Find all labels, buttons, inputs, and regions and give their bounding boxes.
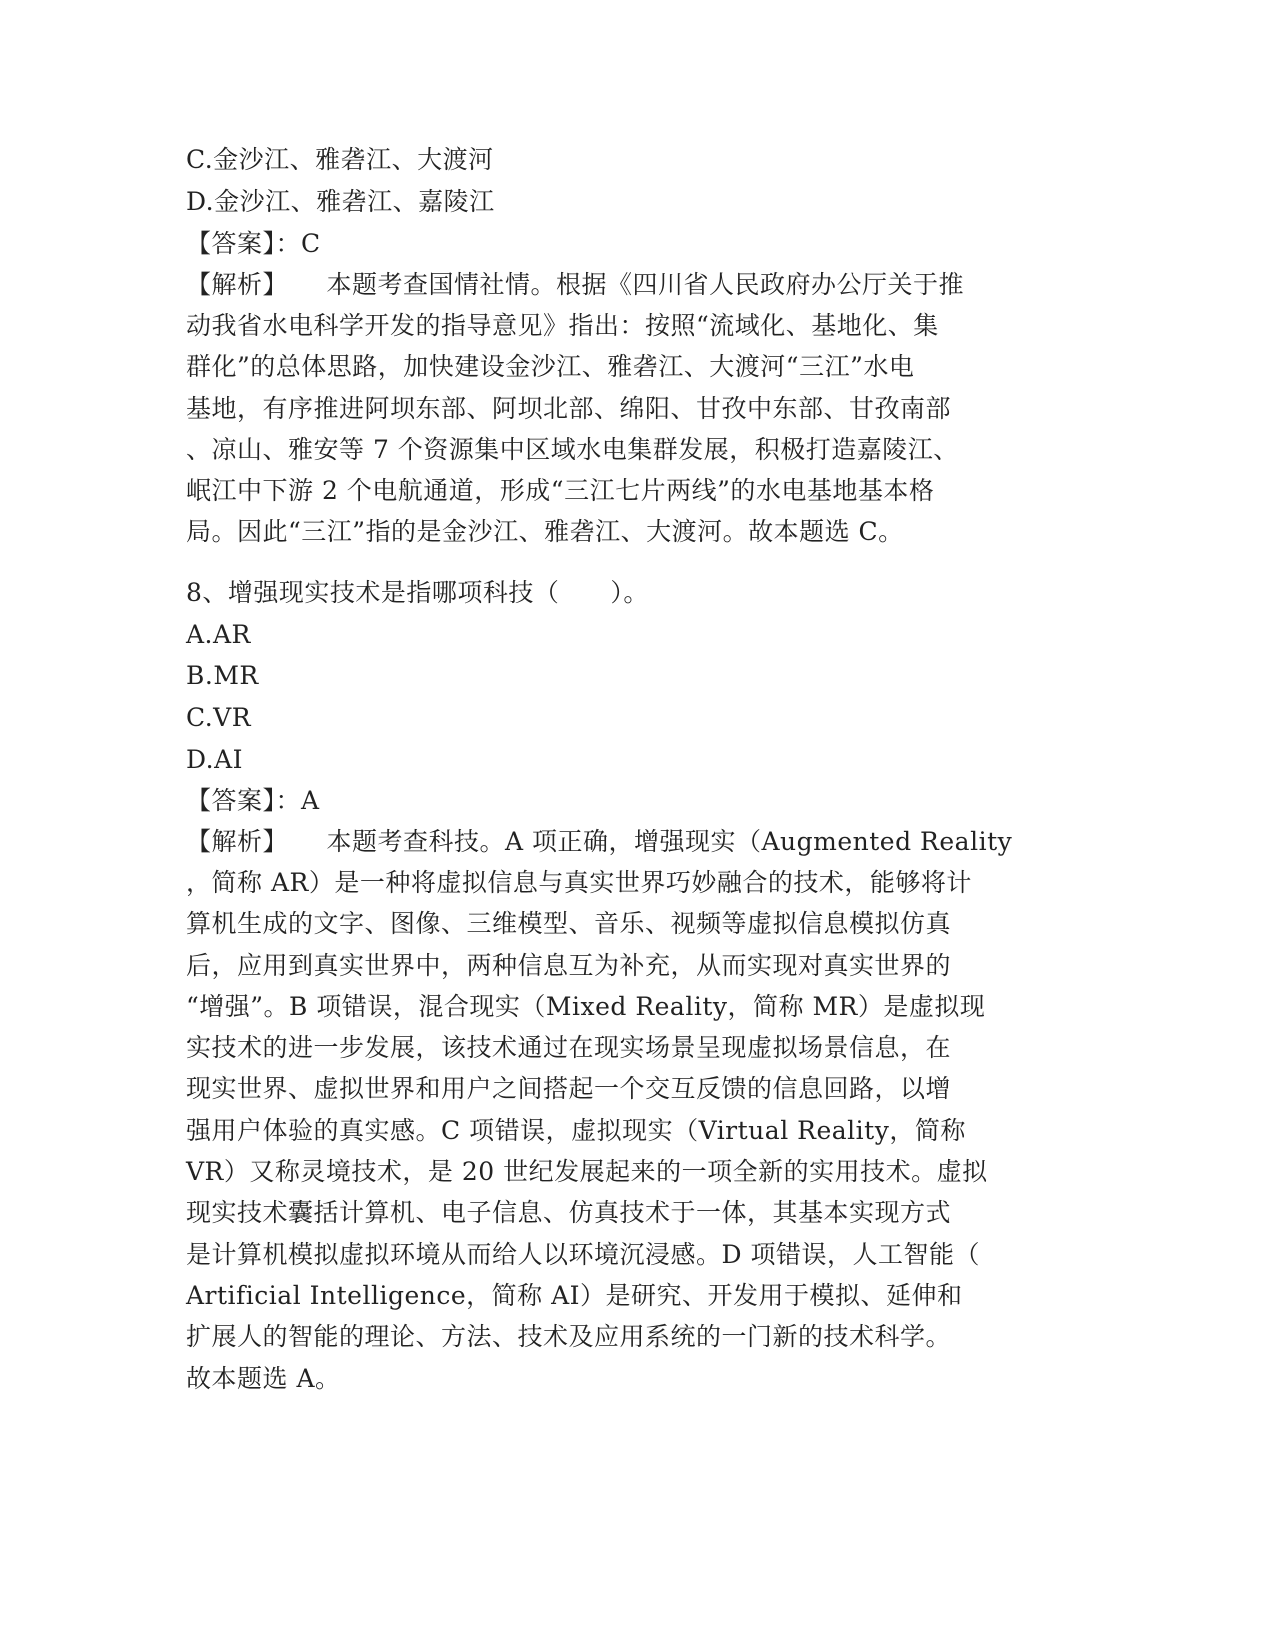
q8-analysis-line: VR）又称灵境技术，是 20 世纪发展起来的一项全新的实用技术。虚拟 [186,1157,988,1186]
q7-analysis-line: 动我省水电科学开发的指导意见》指出：按照“流域化、基地化、集 [186,311,939,340]
q7-answer: 【答案】：C [186,229,321,258]
q8-analysis-line: Artificial Intelligence，简称 AI）是研究、开发用于模拟、延伸和 [186,1281,963,1310]
q7-analysis-line: 【解析】 本题考查国情社情。根据《四川省人民政府办公厅关于推 [186,270,965,299]
q8-analysis-line: 实技术的进一步发展，该技术通过在现实场景呈现虚拟场景信息，在 [186,1033,952,1062]
q8-analysis-line: 【解析】 本题考查科技。A 项正确，增强现实（Augmented Reality [186,827,1013,856]
q8-option-c: C.VR [186,703,252,732]
q8-analysis-line: 现实技术囊括计算机、电子信息、仿真技术于一体，其基本实现方式 [186,1198,952,1227]
q8-analysis-line: ，简称 AR）是一种将虚拟信息与真实世界巧妙融合的技术，能够将计 [186,868,972,897]
q8-question: 8、增强现实技术是指哪项科技（ ）。 [186,578,649,607]
q8-answer: 【答案】：A [186,786,320,815]
q8-analysis-line: 算机生成的文字、图像、三维模型、音乐、视频等虚拟信息模拟仿真 [186,909,952,938]
q7-option-c: C.金沙江、雅砻江、大渡河 [186,145,494,174]
q8-option-b: B.MR [186,661,259,690]
q8-analysis-line: 后，应用到真实世界中，两种信息互为补充，从而实现对真实世界的 [186,951,952,980]
q8-analysis-line: 是计算机模拟虚拟环境从而给人以环境沉浸感。D 项错误，人工智能（ [186,1240,980,1269]
q7-analysis-line: 群化”的总体思路，加快建设金沙江、雅砻江、大渡河“三江”水电 [186,352,915,381]
q7-analysis-line: 岷江中下游 2 个电航通道，形成“三江七片两线”的水电基地基本格 [186,476,935,505]
q8-option-a: A.AR [186,620,251,649]
q8-analysis-line: 强用户体验的真实感。C 项错误，虚拟现实（Virtual Reality，简称 [186,1116,966,1145]
q8-analysis-line: 现实世界、虚拟世界和用户之间搭起一个交互反馈的信息回路，以增 [186,1074,952,1103]
q7-analysis-line: 、凉山、雅安等 7 个资源集中区域水电集群发展，积极打造嘉陵江、 [186,435,959,464]
q7-analysis-line: 局。因此“三江”指的是金沙江、雅砻江、大渡河。故本题选 C。 [186,517,904,546]
q8-analysis-line: 扩展人的智能的理论、方法、技术及应用系统的一门新的技术科学。 [186,1322,952,1351]
q8-analysis-line: 故本题选 A。 [186,1364,341,1393]
q8-option-d: D.AI [186,745,244,774]
q7-option-d: D.金沙江、雅砻江、嘉陵江 [186,187,495,216]
q8-analysis-line: “增强”。B 项错误，混合现实（Mixed Reality，简称 MR）是虚拟现 [186,992,986,1021]
q7-analysis-line: 基地，有序推进阿坝东部、阿坝北部、绵阳、甘孜中东部、甘孜南部 [186,394,952,423]
